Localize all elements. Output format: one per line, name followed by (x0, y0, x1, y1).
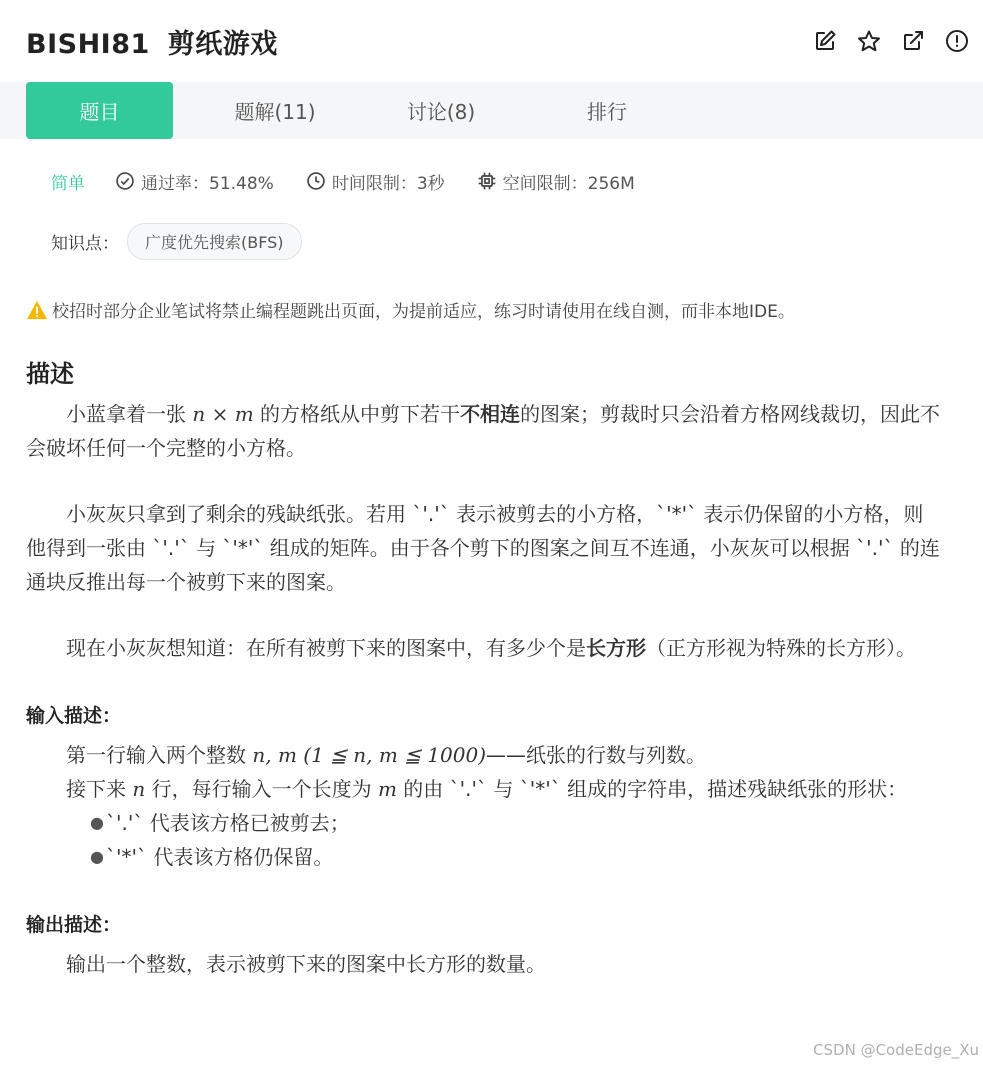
problem-header (0, 0, 983, 82)
knowledge-label: 知识点： (51, 233, 119, 254)
input-line-2 (26, 772, 943, 806)
desc-bold: 长方形 (586, 636, 646, 660)
output-heading: 输出描述： (26, 914, 122, 936)
difficulty-badge: 简单 (51, 173, 85, 194)
watermark: CSDN @CodeEdge_Xu (813, 1041, 979, 1059)
math-m: m (377, 777, 397, 801)
space-limit (477, 169, 635, 194)
math-times: × (205, 402, 235, 426)
math-n: n (132, 777, 146, 801)
input-heading: 输入描述： (26, 705, 122, 727)
math-n: n (192, 402, 206, 426)
list-item: ● `'.'` 代表该方格已被剪去； (90, 806, 943, 840)
description-paragraph-3 (26, 631, 943, 665)
desc-text: 现在小灰灰想知道：在所有被剪下来的图案中，有多少个是 (66, 636, 586, 660)
description-paragraph-2: 小灰灰只拿到了剩余的残缺纸张。若用 `'.'` 表示被剪去的小方格，`'*'` 表示仍保留的小方格，则他得到一张由 `'.'` 与 `'*'` 组成的矩阵。由于各个剪下的图案之间互不连通，小灰灰可以根据 `'.'` 的连通块反推出每一个被剪下来的图案。 (26, 502, 940, 594)
tab-discussion[interactable]: 讨论(8) (406, 100, 476, 124)
description-paragraph-1 (26, 397, 943, 465)
tab-ranking[interactable]: 排行 (587, 100, 627, 124)
tab-solutions[interactable]: 题解(11) (234, 100, 316, 124)
input-text: 的由 `'.'` 与 `'*'` 组成的字符串，描述残缺纸张的形状： (396, 777, 908, 801)
time-limit-text: 时间限制：3秒 (331, 173, 445, 194)
share-icon[interactable] (899, 27, 927, 55)
tab-bar (0, 82, 983, 139)
description-heading: 描述 (26, 360, 74, 388)
input-text: 行，每行输入一个长度为 (145, 777, 378, 801)
problem-meta (0, 139, 983, 223)
warning-text: 校招时部分企业笔试将禁止编程题跳出页面，为提前适应，练习时请使用在线自测，而非本地IDE。 (52, 302, 795, 322)
problem-content (0, 354, 983, 981)
input-text: ——纸张的行数与列数。 (486, 743, 707, 767)
space-limit-text: 空间限制：256M (502, 173, 635, 194)
warning-icon (26, 300, 48, 320)
clock-icon (306, 171, 326, 191)
input-text: 第一行输入两个整数 (66, 743, 253, 767)
math-m: m (234, 402, 254, 426)
list-item: ● `'*'` 代表该方格仍保留。 (90, 840, 943, 874)
tab-problem[interactable]: 题目 (26, 82, 173, 139)
input-bullets (90, 806, 943, 874)
knowledge-points (0, 223, 983, 259)
header-actions (811, 27, 971, 55)
edit-icon[interactable] (811, 27, 839, 55)
exam-warning (0, 297, 983, 322)
desc-text: 的图案；剪裁时只会沿着方格网线裁切，因此不会破坏任何一个完整的小方格。 (26, 402, 941, 460)
desc-bold: 不相连 (460, 402, 521, 426)
pass-rate-text: 通过率：51.48% (141, 173, 274, 194)
chip-icon (477, 171, 497, 191)
output-text: 输出一个整数，表示被剪下来的图案中长方形的数量。 (66, 952, 546, 976)
desc-text: 的方格纸从中剪下若干 (253, 402, 461, 426)
problem-name: 剪纸游戏 (167, 28, 278, 60)
star-icon[interactable] (855, 27, 883, 55)
problem-title (26, 22, 278, 61)
desc-text: （正方形视为特殊的长方形）。 (646, 636, 916, 660)
knowledge-tag[interactable]: 广度优先搜索(BFS) (127, 223, 302, 260)
problem-id: BISHI81 (26, 28, 150, 60)
desc-text: 小蓝拿着一张 (66, 402, 193, 426)
check-circle-icon (115, 171, 135, 191)
pass-rate (115, 169, 274, 194)
math-constraint: n, m (1 ≦ n, m ≦ 1000) (252, 743, 487, 767)
input-text: 接下来 (66, 777, 133, 801)
report-icon[interactable] (943, 27, 971, 55)
input-line-1 (26, 738, 943, 772)
time-limit (306, 169, 445, 194)
